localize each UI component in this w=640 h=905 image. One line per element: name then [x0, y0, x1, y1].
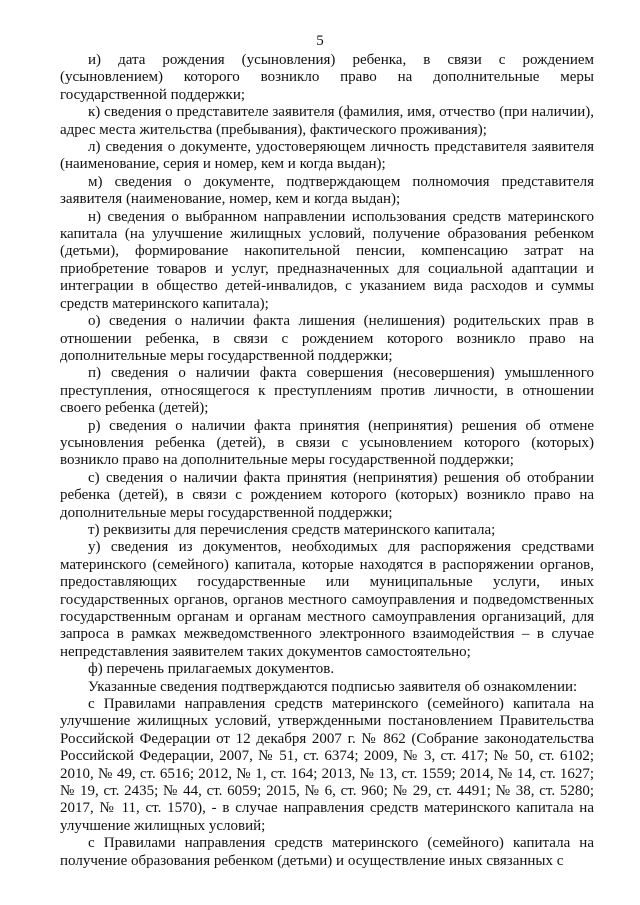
- paragraph-housing-rules: с Правилами направления средств материнского (семейного) капитала на улучшение жилищных условий, утвержденными постановлением Правительства Российской Федерации от 12 декабря 2007 г. № 862 (Собрание законодательства Российской Федерации, 2007, № 51, ст. 6374; 2009, № 3, ст. 417; № 50, ст. 6102; 2010, № 49, ст. 6516; 2012, № 1, ст. 164; 2013, № 13, ст. 1559; 2014, № 14, ст. 1627; № 19, ст. 2435; № 44, ст. 6059; 2015, № 6, ст. 960; № 29, ст. 4491; № 38, ст. 5280; 2017, № 11, ст. 1570), - в случае направления средств материнского капитала на улучшение жилищных условий;: [60, 696, 594, 834]
- paragraph-p: п) сведения о наличии факта совершения (несовершения) умышленного преступления, относящегося к преступлениям против личности, в отношении своего ребенка (детей);: [60, 365, 594, 417]
- paragraph-o: о) сведения о наличии факта лишения (нелишения) родительских прав в отношении ребенка, в связи с рождением которого возникло право на дополнительные меры государственной поддержки;: [60, 313, 594, 364]
- document-body: [60, 52, 594, 870]
- paragraph-signature-note: Указанные сведения подтверждаются подписью заявителя об ознакомлении:: [88, 678, 578, 695]
- paragraph-education-rules: с Правилами направления средств материнского (семейного) капитала на получение образования ребенком (детьми) и осуществление иных связанных с: [60, 835, 594, 869]
- paragraph-m: м) сведения о документе, подтверждающем полномочия представителя заявителя (наименование, номер, кем и когда выдан);: [60, 173, 594, 208]
- paragraph-s: с) сведения о наличии факта принятия (непринятия) решения об отобрании ребенка (детей), в связи с рождением которого (которых) возникло право на дополнительные меры государственной поддержки;: [60, 469, 594, 521]
- paragraph-t: т) реквизиты для перечисления средств материнского капитала;: [88, 521, 496, 538]
- paragraph-l: л) сведения о документе, удостоверяющем личность представителя заявителя (наименование, серия и номер, кем и когда выдан);: [60, 139, 594, 173]
- paragraph-f: ф) перечень прилагаемых документов.: [88, 661, 335, 678]
- paragraph-n: н) сведения о выбранном направлении использования средств материнского капитала (на улучшение жилищных условий, получение образования ребенком (детьми), формирование накопительной пенсии, компенсацию затрат на приобретение товаров и услуг, предназначенных для социальной адаптации и интеграции в общество детей-инвалидов, с указанием вида расходов и суммы средств материнского капитала);: [60, 208, 594, 312]
- paragraph-r: р) сведения о наличии факта принятия (непринятия) решения об отмене усыновления ребенка (детей), в связи с усыновлением которого (которых) возникло право на дополнительные меры государственной поддержки;: [60, 417, 594, 469]
- paragraph-i: и) дата рождения (усыновления) ребенка, в связи с рождением (усыновлением) которого возникло право на дополнительные меры государственной поддержки;: [60, 52, 594, 103]
- page-number: 5: [316, 33, 324, 49]
- paragraph-k: к) сведения о представителе заявителя (фамилия, имя, отчество (при наличии), адрес места жительства (пребывания), фактического проживания);: [60, 104, 594, 138]
- paragraph-u: у) сведения из документов, необходимых для распоряжения средствами материнского (семейного) капитала, которые находятся в распоряжении органов, предоставляющих государственные или муниципальные услуги, иных государственных органов, органов местного самоуправления и подведомственных государственным органам и органам местного самоуправления организаций, для запроса в рамках межведомственного электронного взаимодействия – в случае непредставления заявителем таких документов самостоятельно;: [60, 539, 594, 660]
